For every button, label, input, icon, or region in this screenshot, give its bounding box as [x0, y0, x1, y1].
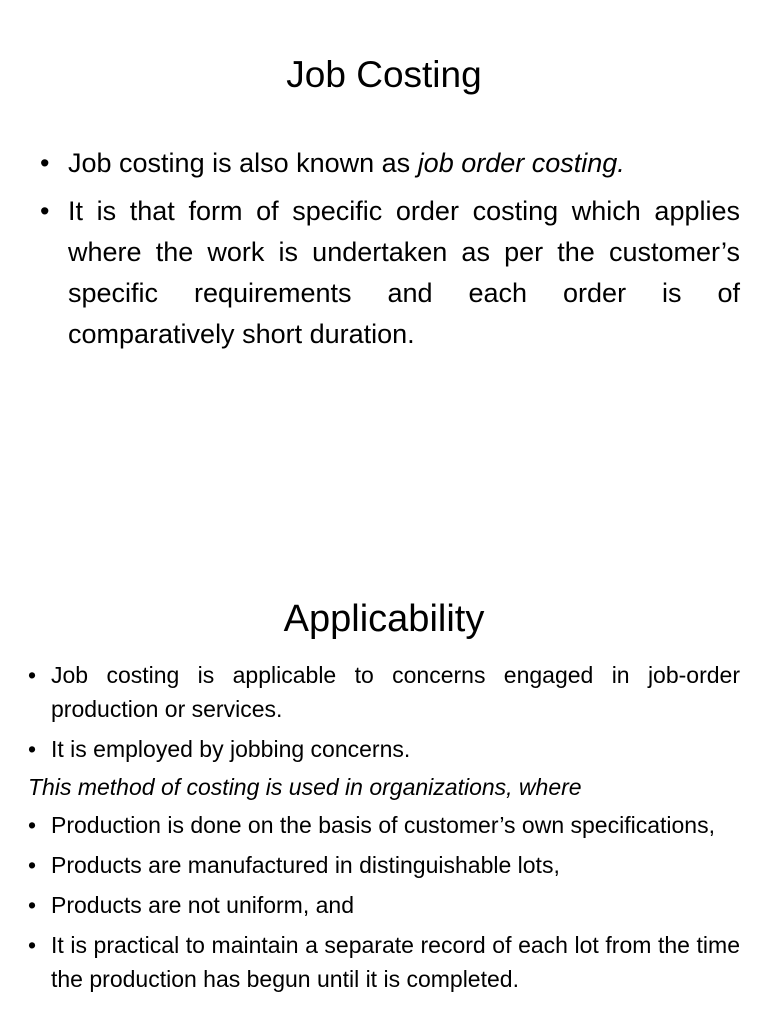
bullet-icon: •: [28, 892, 37, 918]
bullet-icon: •: [40, 196, 50, 226]
slide-title: Job Costing: [286, 54, 482, 95]
bullet-item: [40, 191, 740, 355]
bullet-icon: •: [28, 662, 37, 688]
bullet-text: It is that form of specific order costing which applies where the work is undertaken as per the customer’s specific requirements and each order is of comparatively short duration.: [68, 196, 740, 349]
bullet-list-applicability: [28, 658, 740, 766]
bullet-text: It is practical to maintain a separate record of each lot from the time the production has begun until it is completed.: [51, 932, 740, 992]
slide-title: Applicability: [283, 598, 485, 640]
bullet-icon: •: [28, 852, 37, 878]
bullet-emphasis: job order costing.: [417, 148, 625, 178]
bullet-text: Job costing is applicable to concerns engaged in job-order production or services.: [51, 662, 740, 722]
bullet-list-conditions: [28, 808, 740, 996]
bullet-icon: •: [28, 932, 37, 958]
bullet-text: Products are not uniform, and: [51, 892, 354, 918]
bullet-icon: •: [40, 148, 50, 178]
bullet-text: Production is done on the basis of customer’s own specifications,: [51, 812, 715, 838]
bullet-text: It is employed by jobbing concerns.: [51, 736, 411, 762]
slide-applicability: [0, 560, 768, 1024]
bullet-icon: •: [28, 812, 37, 838]
intro-text: This method of costing is used in organizations, where: [28, 774, 582, 800]
bullet-item: [28, 888, 740, 922]
bullet-text: Products are manufactured in distinguishable lots,: [51, 852, 560, 878]
bullet-item: [40, 143, 740, 184]
bullet-item: [28, 848, 740, 882]
bullet-item: [28, 928, 740, 996]
bullet-list: [40, 143, 740, 362]
bullet-item: [28, 732, 740, 766]
bullet-item: [28, 808, 740, 842]
slide-content: [28, 658, 740, 1002]
bullet-item: [28, 658, 740, 726]
bullet-text: Job costing is also known as: [68, 148, 418, 178]
bullet-icon: •: [28, 736, 37, 762]
